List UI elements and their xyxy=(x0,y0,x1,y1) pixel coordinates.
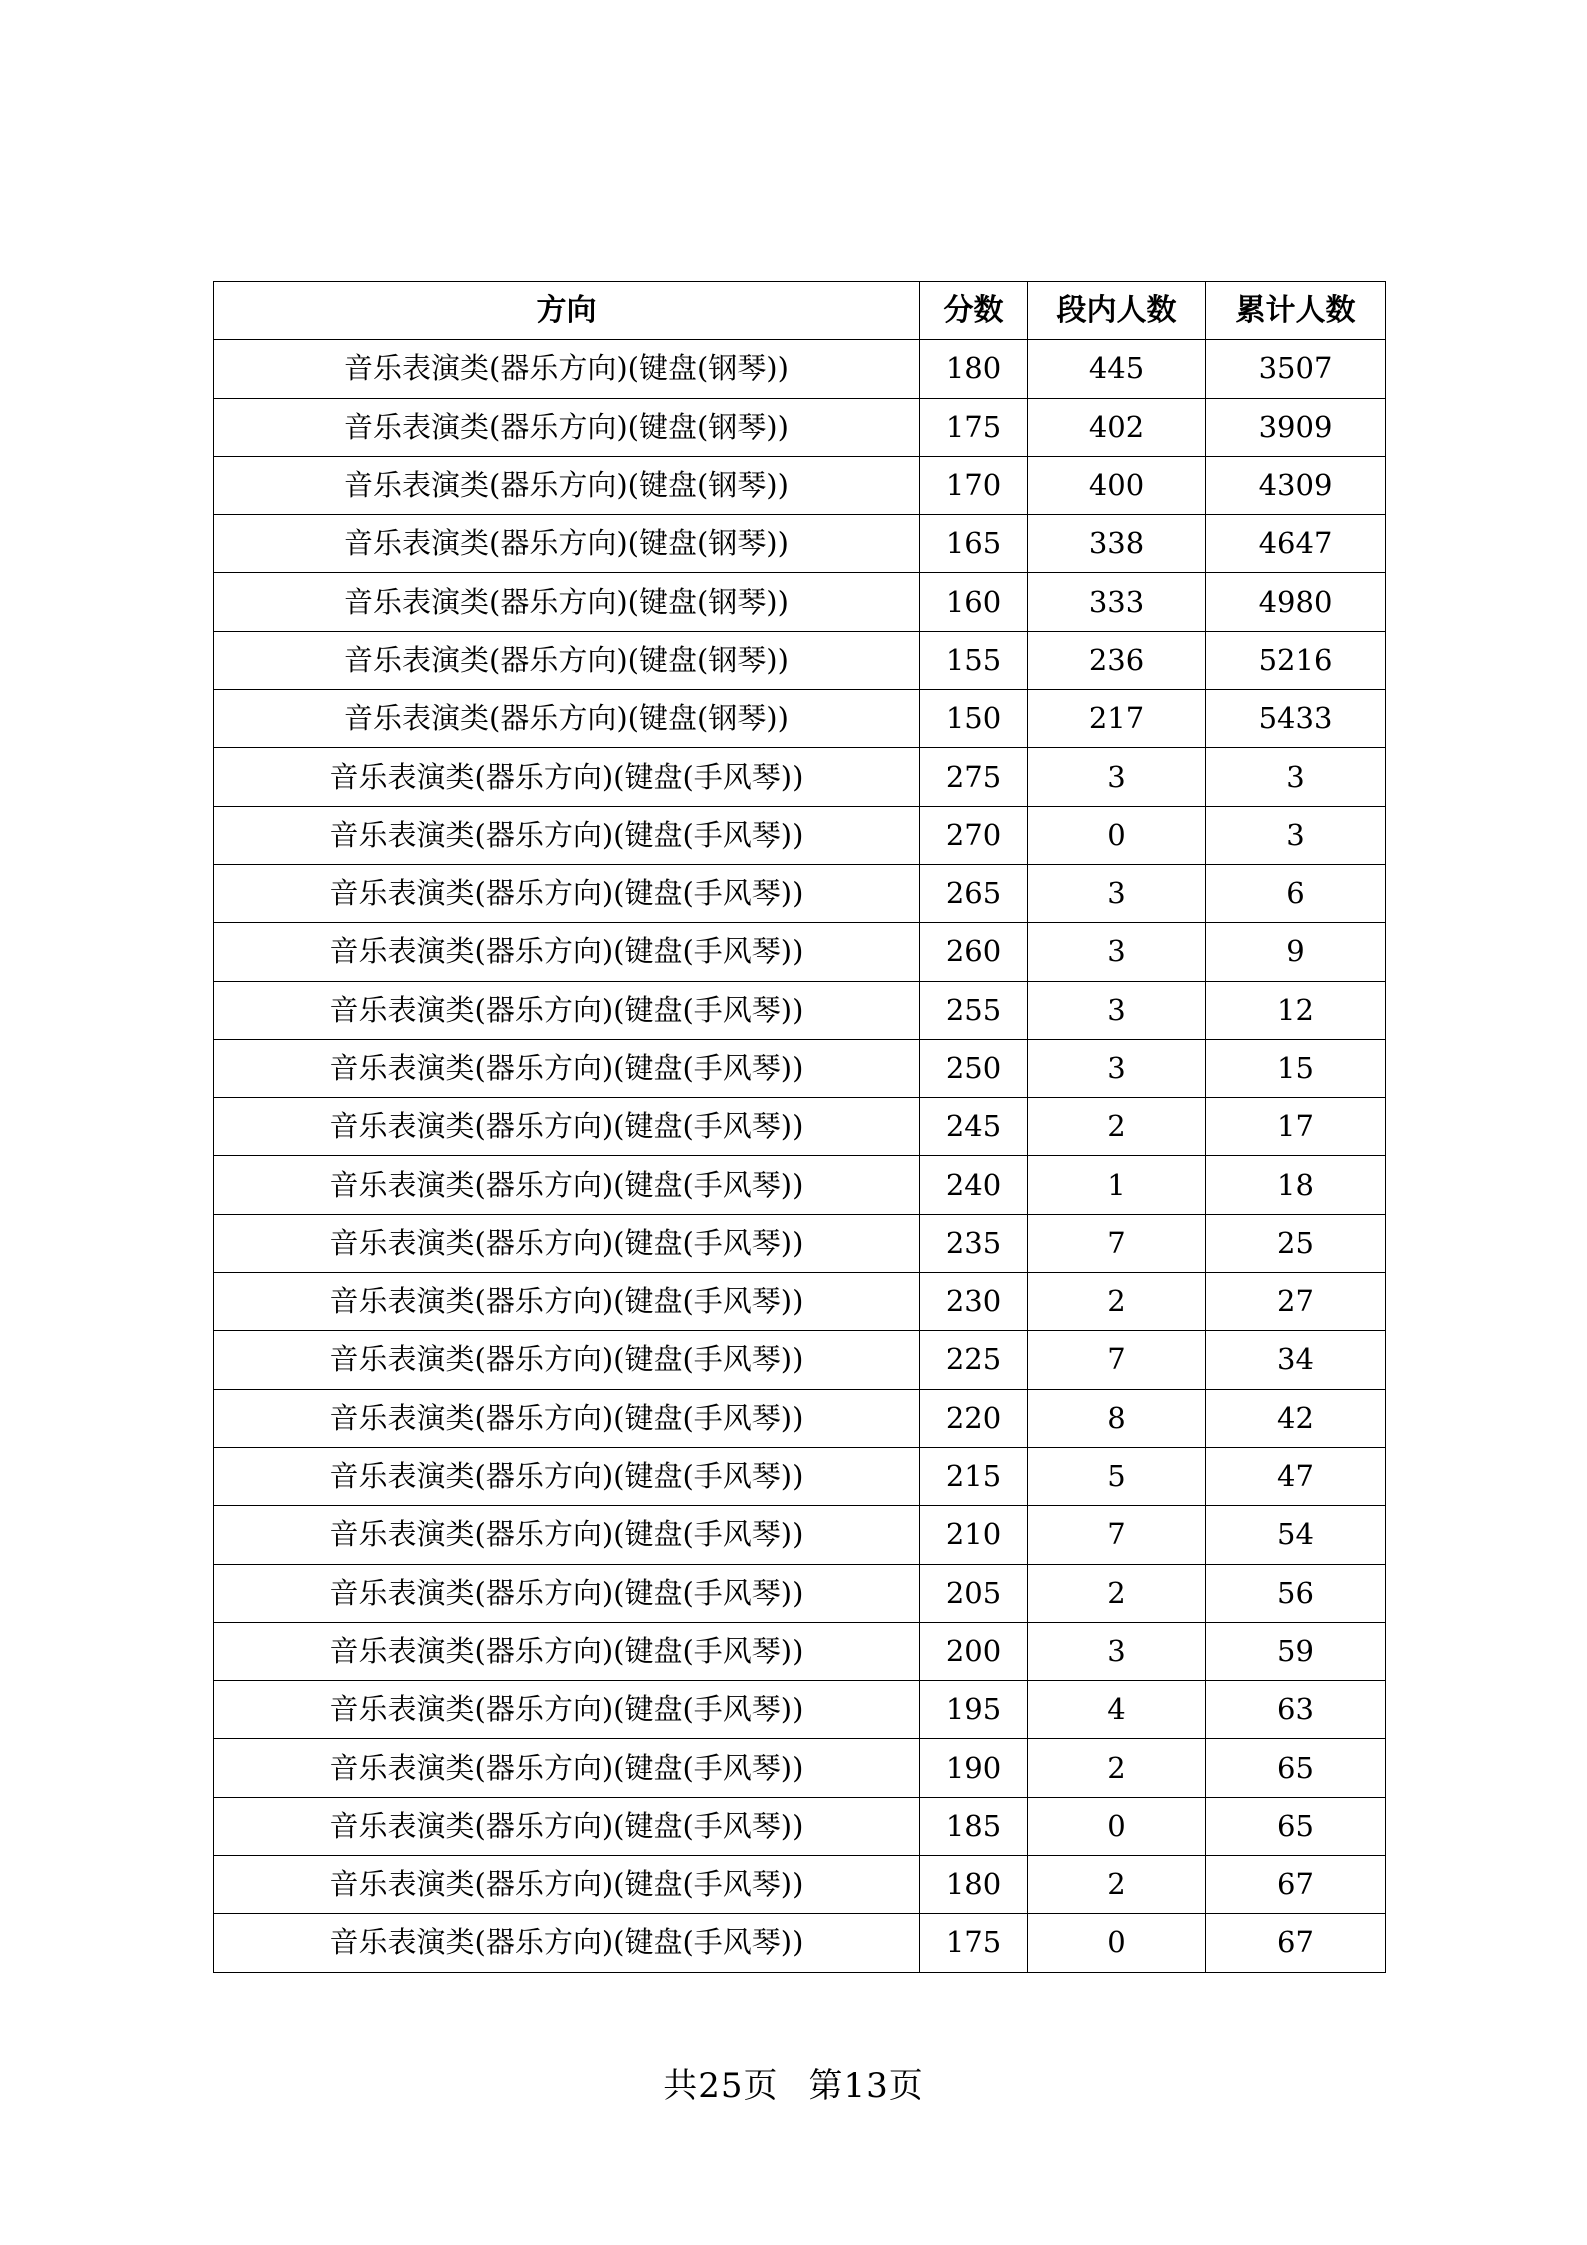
cell-segment-count: 445 xyxy=(1028,340,1206,398)
cell-score: 240 xyxy=(920,1156,1028,1214)
cell-score: 215 xyxy=(920,1447,1028,1505)
cell-segment-count: 338 xyxy=(1028,515,1206,573)
header-direction: 方向 xyxy=(214,282,920,340)
cell-score: 190 xyxy=(920,1739,1028,1797)
cell-segment-count: 3 xyxy=(1028,981,1206,1039)
cell-cumulative-count: 4980 xyxy=(1206,573,1386,631)
cell-cumulative-count: 5216 xyxy=(1206,631,1386,689)
cell-direction: 音乐表演类(器乐方向)(键盘(手风琴)) xyxy=(214,1622,920,1680)
cell-cumulative-count: 56 xyxy=(1206,1564,1386,1622)
cell-cumulative-count: 15 xyxy=(1206,1039,1386,1097)
cell-segment-count: 0 xyxy=(1028,1797,1206,1855)
table-row xyxy=(214,1273,1386,1331)
cell-segment-count: 2 xyxy=(1028,1564,1206,1622)
cell-cumulative-count: 67 xyxy=(1206,1856,1386,1914)
cell-cumulative-count: 34 xyxy=(1206,1331,1386,1389)
cell-direction: 音乐表演类(器乐方向)(键盘(钢琴)) xyxy=(214,340,920,398)
table-row xyxy=(214,1214,1386,1272)
cell-segment-count: 3 xyxy=(1028,1622,1206,1680)
cell-cumulative-count: 3 xyxy=(1206,748,1386,806)
cell-score: 250 xyxy=(920,1039,1028,1097)
cell-cumulative-count: 47 xyxy=(1206,1447,1386,1505)
cell-cumulative-count: 6 xyxy=(1206,864,1386,922)
cell-score: 265 xyxy=(920,864,1028,922)
cell-direction: 音乐表演类(器乐方向)(键盘(手风琴)) xyxy=(214,1797,920,1855)
cell-direction: 音乐表演类(器乐方向)(键盘(手风琴)) xyxy=(214,1564,920,1622)
cell-cumulative-count: 4647 xyxy=(1206,515,1386,573)
cell-segment-count: 1 xyxy=(1028,1156,1206,1214)
table-row xyxy=(214,1564,1386,1622)
cell-direction: 音乐表演类(器乐方向)(键盘(手风琴)) xyxy=(214,806,920,864)
cell-direction: 音乐表演类(器乐方向)(键盘(手风琴)) xyxy=(214,1856,920,1914)
cell-cumulative-count: 9 xyxy=(1206,923,1386,981)
cell-score: 155 xyxy=(920,631,1028,689)
table-row xyxy=(214,864,1386,922)
cell-score: 195 xyxy=(920,1681,1028,1739)
cell-direction: 音乐表演类(器乐方向)(键盘(手风琴)) xyxy=(214,864,920,922)
cell-score: 175 xyxy=(920,1914,1028,1972)
cell-segment-count: 8 xyxy=(1028,1389,1206,1447)
table-row xyxy=(214,806,1386,864)
cell-direction: 音乐表演类(器乐方向)(键盘(手风琴)) xyxy=(214,1039,920,1097)
cell-score: 230 xyxy=(920,1273,1028,1331)
cell-score: 170 xyxy=(920,456,1028,514)
table-row xyxy=(214,631,1386,689)
cell-cumulative-count: 3909 xyxy=(1206,398,1386,456)
cell-segment-count: 0 xyxy=(1028,806,1206,864)
cell-score: 220 xyxy=(920,1389,1028,1447)
cell-segment-count: 3 xyxy=(1028,864,1206,922)
table-row xyxy=(214,1039,1386,1097)
cell-segment-count: 3 xyxy=(1028,923,1206,981)
cell-direction: 音乐表演类(器乐方向)(键盘(钢琴)) xyxy=(214,573,920,631)
cell-direction: 音乐表演类(器乐方向)(键盘(手风琴)) xyxy=(214,1506,920,1564)
table-row xyxy=(214,1331,1386,1389)
cell-segment-count: 333 xyxy=(1028,573,1206,631)
cell-score: 210 xyxy=(920,1506,1028,1564)
cell-segment-count: 4 xyxy=(1028,1681,1206,1739)
cell-score: 180 xyxy=(920,340,1028,398)
cell-cumulative-count: 5433 xyxy=(1206,690,1386,748)
cell-score: 205 xyxy=(920,1564,1028,1622)
cell-segment-count: 236 xyxy=(1028,631,1206,689)
cell-score: 185 xyxy=(920,1797,1028,1855)
cell-direction: 音乐表演类(器乐方向)(键盘(钢琴)) xyxy=(214,690,920,748)
cell-direction: 音乐表演类(器乐方向)(键盘(钢琴)) xyxy=(214,515,920,573)
table-row xyxy=(214,1389,1386,1447)
cell-direction: 音乐表演类(器乐方向)(键盘(钢琴)) xyxy=(214,398,920,456)
cell-direction: 音乐表演类(器乐方向)(键盘(手风琴)) xyxy=(214,1681,920,1739)
cell-cumulative-count: 4309 xyxy=(1206,456,1386,514)
cell-direction: 音乐表演类(器乐方向)(键盘(手风琴)) xyxy=(214,1739,920,1797)
cell-segment-count: 2 xyxy=(1028,1739,1206,1797)
cell-segment-count: 217 xyxy=(1028,690,1206,748)
cell-direction: 音乐表演类(器乐方向)(键盘(手风琴)) xyxy=(214,1273,920,1331)
header-score: 分数 xyxy=(920,282,1028,340)
cell-direction: 音乐表演类(器乐方向)(键盘(钢琴)) xyxy=(214,631,920,689)
cell-cumulative-count: 12 xyxy=(1206,981,1386,1039)
cell-segment-count: 5 xyxy=(1028,1447,1206,1505)
cell-score: 165 xyxy=(920,515,1028,573)
cell-direction: 音乐表演类(器乐方向)(键盘(手风琴)) xyxy=(214,1214,920,1272)
table-row xyxy=(214,1856,1386,1914)
table-row xyxy=(214,1156,1386,1214)
cell-direction: 音乐表演类(器乐方向)(键盘(手风琴)) xyxy=(214,748,920,806)
cell-cumulative-count: 65 xyxy=(1206,1797,1386,1855)
page-footer xyxy=(0,2058,1587,2107)
cell-direction: 音乐表演类(器乐方向)(键盘(手风琴)) xyxy=(214,1447,920,1505)
table-row xyxy=(214,1681,1386,1739)
cell-cumulative-count: 17 xyxy=(1206,1098,1386,1156)
cell-score: 180 xyxy=(920,1856,1028,1914)
table-row xyxy=(214,748,1386,806)
table-row xyxy=(214,981,1386,1039)
table-row xyxy=(214,1739,1386,1797)
total-pages: 共25页 xyxy=(663,2066,779,2106)
cell-cumulative-count: 65 xyxy=(1206,1739,1386,1797)
cell-segment-count: 7 xyxy=(1028,1214,1206,1272)
cell-score: 235 xyxy=(920,1214,1028,1272)
cell-direction: 音乐表演类(器乐方向)(键盘(手风琴)) xyxy=(214,1389,920,1447)
cell-segment-count: 402 xyxy=(1028,398,1206,456)
cell-segment-count: 3 xyxy=(1028,1039,1206,1097)
table-row xyxy=(214,573,1386,631)
cell-cumulative-count: 27 xyxy=(1206,1273,1386,1331)
table-row xyxy=(214,398,1386,456)
header-segment-count: 段内人数 xyxy=(1028,282,1206,340)
cell-score: 245 xyxy=(920,1098,1028,1156)
table-row xyxy=(214,515,1386,573)
cell-direction: 音乐表演类(器乐方向)(键盘(钢琴)) xyxy=(214,456,920,514)
cell-segment-count: 0 xyxy=(1028,1914,1206,1972)
cell-score: 150 xyxy=(920,690,1028,748)
cell-cumulative-count: 67 xyxy=(1206,1914,1386,1972)
cell-score: 175 xyxy=(920,398,1028,456)
cell-cumulative-count: 54 xyxy=(1206,1506,1386,1564)
cell-score: 200 xyxy=(920,1622,1028,1680)
cell-cumulative-count: 59 xyxy=(1206,1622,1386,1680)
cell-segment-count: 400 xyxy=(1028,456,1206,514)
score-distribution-table xyxy=(213,281,1386,1973)
cell-direction: 音乐表演类(器乐方向)(键盘(手风琴)) xyxy=(214,1156,920,1214)
cell-score: 275 xyxy=(920,748,1028,806)
cell-segment-count: 7 xyxy=(1028,1506,1206,1564)
cell-segment-count: 2 xyxy=(1028,1273,1206,1331)
cell-cumulative-count: 42 xyxy=(1206,1389,1386,1447)
table-row xyxy=(214,690,1386,748)
cell-direction: 音乐表演类(器乐方向)(键盘(手风琴)) xyxy=(214,1331,920,1389)
cell-direction: 音乐表演类(器乐方向)(键盘(手风琴)) xyxy=(214,1098,920,1156)
table-row xyxy=(214,1622,1386,1680)
cell-score: 270 xyxy=(920,806,1028,864)
current-page: 第13页 xyxy=(808,2066,924,2106)
header-row xyxy=(214,282,1386,340)
cell-direction: 音乐表演类(器乐方向)(键盘(手风琴)) xyxy=(214,981,920,1039)
cell-direction: 音乐表演类(器乐方向)(键盘(手风琴)) xyxy=(214,1914,920,1972)
cell-cumulative-count: 63 xyxy=(1206,1681,1386,1739)
cell-cumulative-count: 25 xyxy=(1206,1214,1386,1272)
table-row xyxy=(214,1797,1386,1855)
cell-score: 160 xyxy=(920,573,1028,631)
cell-cumulative-count: 18 xyxy=(1206,1156,1386,1214)
cell-score: 255 xyxy=(920,981,1028,1039)
cell-cumulative-count: 3507 xyxy=(1206,340,1386,398)
cell-score: 225 xyxy=(920,1331,1028,1389)
cell-segment-count: 2 xyxy=(1028,1098,1206,1156)
cell-score: 260 xyxy=(920,923,1028,981)
table-row xyxy=(214,1098,1386,1156)
cell-segment-count: 3 xyxy=(1028,748,1206,806)
table-body xyxy=(214,340,1386,1972)
cell-segment-count: 7 xyxy=(1028,1331,1206,1389)
cell-cumulative-count: 3 xyxy=(1206,806,1386,864)
cell-direction: 音乐表演类(器乐方向)(键盘(手风琴)) xyxy=(214,923,920,981)
table-row xyxy=(214,456,1386,514)
header-cumulative-count: 累计人数 xyxy=(1206,282,1386,340)
table-row xyxy=(214,1914,1386,1972)
table-row xyxy=(214,1447,1386,1505)
table-row xyxy=(214,1506,1386,1564)
table-row xyxy=(214,340,1386,398)
score-table-container xyxy=(213,281,1385,1973)
cell-segment-count: 2 xyxy=(1028,1856,1206,1914)
table-row xyxy=(214,923,1386,981)
table-header xyxy=(214,282,1386,340)
